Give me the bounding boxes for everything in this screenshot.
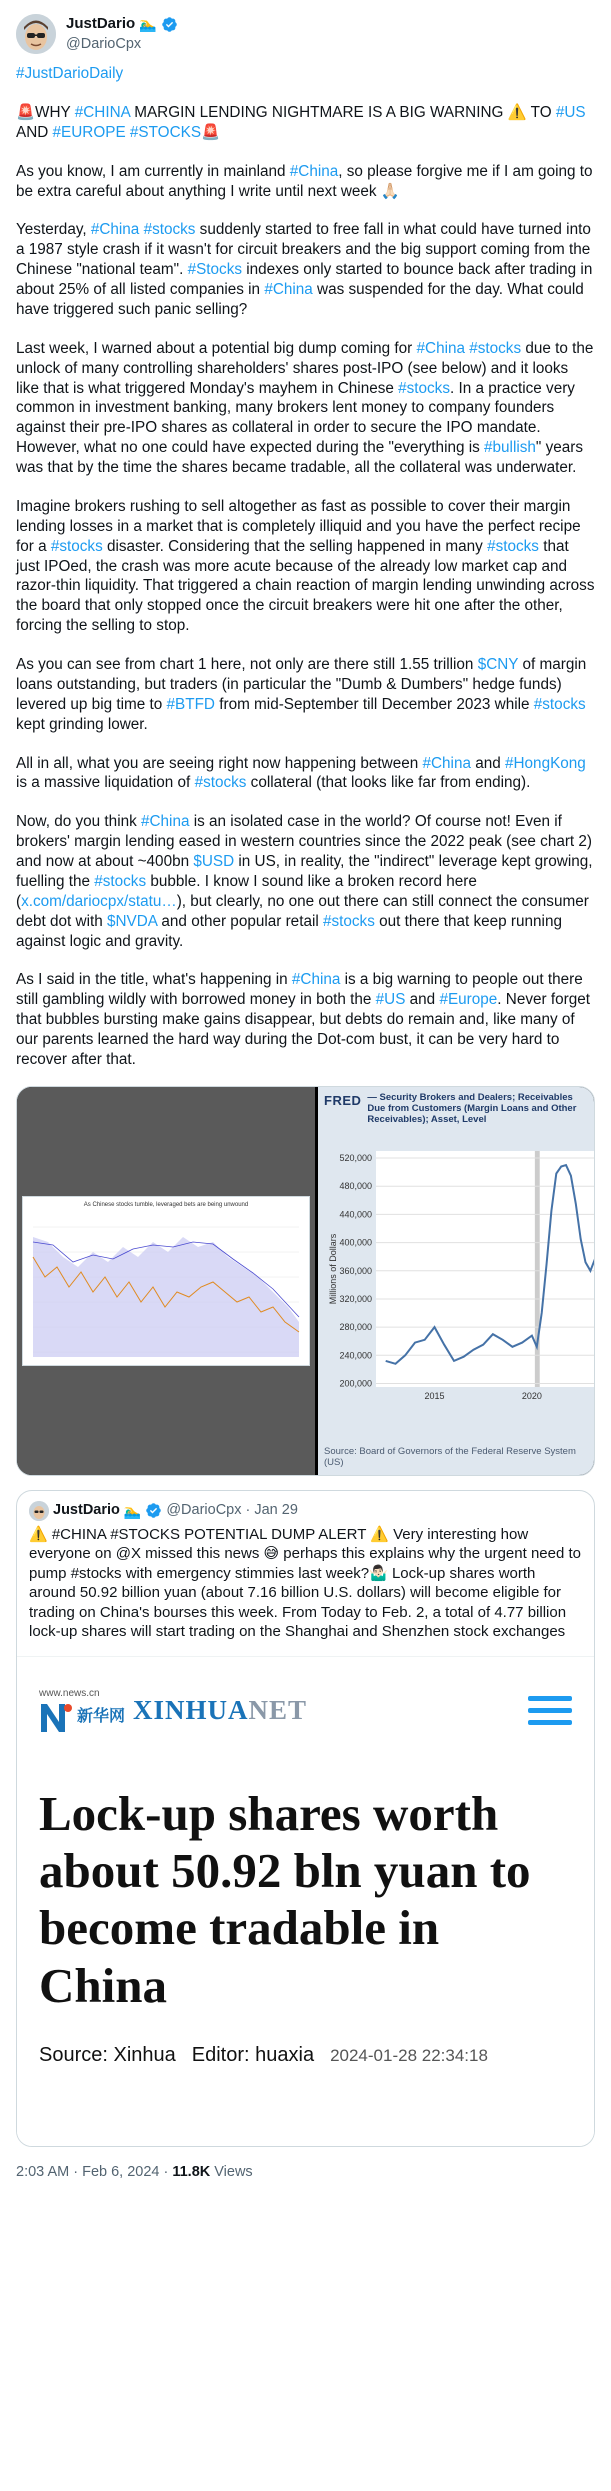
hashtag-link[interactable]: #Europe <box>439 991 498 1009</box>
x-tick-label: 2020 <box>521 1390 542 1401</box>
y-tick-label: 320,000 <box>339 1293 372 1304</box>
tweet-text-segment: Imagine brokers rushing to sell altogether as fast as possible to cover their margin lending losses in a market that is completely illiquid and you have the perfect recipe for a <box>16 497 581 555</box>
china-margin-chart-svg <box>23 1197 309 1365</box>
tweet-text-segment: due to the unlock of many controlling shareholders' shares post-IPO (see below) and it looks like that is what triggered Monday's mayhem in Chinese <box>16 339 594 397</box>
hashtag-link[interactable]: #stocks <box>323 912 375 930</box>
display-name-row <box>66 14 178 34</box>
hashtag-link[interactable]: #China <box>291 971 341 989</box>
tweet-paragraph <box>16 655 595 735</box>
y-tick-label: 400,000 <box>339 1237 372 1248</box>
hashtag-link[interactable]: #China <box>422 754 471 772</box>
tweet-header <box>16 12 595 56</box>
quoted-handle[interactable]: @DarioCpx <box>166 1502 242 1519</box>
x-tick-label: 2015 <box>424 1390 445 1401</box>
tweet-text <box>16 64 595 1070</box>
tweet-text-segment: Last week, I warned about a potential big dump coming for <box>16 339 417 357</box>
tweet-text-segment: As I said in the title, what's happening in <box>16 971 292 989</box>
tweet-text-segment: . In a practice very common in investment banking, many brokers lent money to company founders against their pre-IPO shares as collateral in order to secure the IPO mandate. However, what no one could have expected during the "everything is <box>16 379 575 457</box>
quoted-tweet-header <box>29 1501 582 1521</box>
hashtag-link[interactable]: #CHINA <box>74 103 130 121</box>
hashtag-link[interactable]: #BTFD <box>166 695 215 713</box>
tweet-text-segment: is a big warning to people out there still gambling wildly with borrowed money in both the <box>16 971 583 1009</box>
views-count: 11.8K <box>172 2163 211 2180</box>
article-timestamp: 2024-01-28 22:34:18 <box>330 2046 488 2066</box>
tweet-text-segment: AND <box>16 123 53 141</box>
quoted-display-name[interactable]: JustDario <box>53 1502 120 1519</box>
post-timestamp[interactable]: 2:03 AM · Feb 6, 2024 · <box>16 2163 169 2180</box>
article-headline: Lock-up shares worth about 50.92 bln yuan to become tradable in China <box>39 1785 531 2013</box>
y-tick-label: 240,000 <box>339 1350 372 1361</box>
tweet-paragraph <box>16 339 595 478</box>
tweet-paragraph <box>16 970 595 1069</box>
quoted-tweet-body <box>17 1491 594 1642</box>
siren-emoji: 🚨 <box>16 103 36 121</box>
quoted-tweet[interactable] <box>16 1490 595 2147</box>
y-tick-label: 360,000 <box>339 1265 372 1276</box>
tweet-text-segment: , so please forgive me if I am going to be extra careful about anything I write until next week 🙏🏻 <box>16 162 593 200</box>
tweet-paragraph <box>16 497 595 636</box>
tweet-text-segment: bubble. I know I sound like a broken record here ( <box>16 872 477 910</box>
hashtag-link[interactable]: $USD <box>193 853 235 870</box>
views-label: Views <box>214 2163 253 2180</box>
display-name[interactable]: JustDario <box>66 15 136 33</box>
xinhua-cn-name: 新华网 <box>77 1707 126 1725</box>
y-tick-label: 440,000 <box>339 1209 372 1220</box>
tweet-text-segment: . Never forget that bubbles bursting make gains disappear, but debts do remain and, like many of our parents learned the hard way during the Dot-com bust, it can be very hard to recover after that. <box>16 991 590 1068</box>
tweet-text-segment: Yesterday, <box>16 221 91 239</box>
hashtag-link[interactable]: #stocks <box>94 872 147 890</box>
tweet-text-segment: of margin loans outstanding, but traders (in particular the "Dumb & Dumbers" hedge funds) levered up big time to <box>16 656 587 713</box>
hashtag-link[interactable]: #stocks <box>487 537 539 555</box>
tweet-text-segment: " years was that by the time the shares became tradable, all the collateral was underwater. <box>16 439 583 476</box>
avatar[interactable] <box>16 14 56 54</box>
verified-badge-icon <box>161 16 178 33</box>
tweet-text-segment: and <box>405 991 440 1009</box>
tweet-text-segment: kept grinding lower. <box>16 715 148 733</box>
tweet-text-segment: As you know, I am currently in mainland <box>16 162 290 180</box>
article-source-row <box>39 2042 572 2068</box>
tweet-paragraph <box>16 103 595 143</box>
tweet-paragraph <box>16 812 595 951</box>
user-info <box>66 14 178 53</box>
xinhua-header <box>39 1681 572 1741</box>
quoted-date[interactable]: · Jan 29 <box>245 1502 298 1519</box>
quoted-swimmer-emoji: 🏊‍♂️ <box>123 1502 142 1519</box>
tweet-text-segment: out there that keep running against logic and gravity. <box>16 912 562 950</box>
media-image-2[interactable] <box>318 1087 594 1475</box>
hashtag-link[interactable]: #stocks <box>398 379 450 397</box>
tweet-text-segment: disaster. Considering that the selling happened in many <box>102 537 488 555</box>
user-handle[interactable]: @DarioCpx <box>66 35 142 52</box>
quoted-tweet-text: ⚠️ #CHINA #STOCKS POTENTIAL DUMP ALERT ⚠️ Very interesting how everyone on @X missed this news 😅 perhaps this explains why the urgent need to pump #stocks with emergency stimmies last week?🤷🏻‍♂️ Lock-up shares worth around 50.92 billion yuan (about 7.16 billion U.S. dollars) will become eligible for trading on China's bourses this week. From Today to Feb. 2, a total of 4.77 billion lock-up shares will start trading on the Shanghai and Shenzhen stock exchanges <box>29 1525 581 1641</box>
tweet-text-segment: is an isolated case in the world? Of course not! Even if brokers' margin lending eased in western countries since the 2022 peak (see chart 2) and now at about ~400bn <box>16 813 593 870</box>
y-tick-label: 520,000 <box>339 1152 372 1163</box>
hashtag-link[interactable]: #stocks <box>194 774 247 792</box>
url-link[interactable]: x.com/dariocpx/statu… <box>21 892 177 910</box>
tweet-text-segment: collateral (that looks like far from ending). <box>246 774 531 792</box>
tweet-text-segment: that just IPOed, the crash was more acute because of the already low market cap and razor-thin liquidity. That triggered a chain reaction of margin lending unwinding across the board that only stopped once the circuit breakers were hit one after the other, forcing the selling to stop. <box>16 537 595 635</box>
hashtag-link[interactable]: #US <box>375 991 406 1009</box>
hashtag-link[interactable]: #China <box>264 281 313 298</box>
tweet-text-segment: and <box>470 754 505 772</box>
hashtag-link[interactable]: #STOCKS <box>129 123 202 141</box>
y-axis-label: Millions of Dollars <box>328 1233 338 1305</box>
xinhuanet-brand: XINHUANET <box>133 1695 308 1726</box>
hashtag-link[interactable]: #stocks <box>469 339 522 357</box>
media-image-1[interactable] <box>17 1087 315 1475</box>
tweet-text-segment: in US, in reality, the "indirect" leverage kept growing, fuelling the <box>16 853 593 890</box>
quoted-verified-badge-icon <box>145 1502 162 1519</box>
tweet-text-segment: All in all, what you are seeing right now happening between <box>16 754 423 772</box>
hashtag-link[interactable]: #China <box>141 813 190 831</box>
hashtag-link[interactable]: #stocks <box>50 537 103 555</box>
tweet-paragraph <box>16 220 595 319</box>
hashtag-link[interactable]: $NVDA <box>107 912 158 930</box>
news-cn-url: www.news.cn <box>39 1688 100 1700</box>
fred-legend: — Security Brokers and Dealers; Receivables Due from Customers (Margin Loans and Other Receivables); Asset, Level <box>367 1091 577 1125</box>
fred-logo: FRED <box>324 1092 362 1108</box>
tweet-paragraph <box>16 754 595 794</box>
y-tick-label: 480,000 <box>339 1180 372 1191</box>
swimmer-emoji: 🏊‍♂️ <box>139 15 157 32</box>
tweet-text-segment: Now, do you think <box>16 813 141 831</box>
hashtag-link[interactable]: #JustDarioDaily <box>16 65 124 82</box>
hashtag-link[interactable]: #stocks <box>143 221 196 239</box>
xinhua-logo <box>39 1687 307 1734</box>
tweet-text-segment: from mid-September till December 2023 while <box>214 695 534 713</box>
tweet-text-segment: and other popular retail <box>157 912 323 930</box>
siren-emoji: 🚨 <box>201 123 221 141</box>
tweet-text-segment: As you can see from chart 1 here, not only are there still 1.55 trillion <box>16 656 478 673</box>
tweet-paragraph <box>16 64 595 84</box>
media-grid <box>16 1086 595 1476</box>
hashtag-link[interactable]: $CNY <box>477 656 519 673</box>
fred-source: Source: Board of Governors of the Federal Reserve System (US) <box>324 1445 576 1469</box>
fred-header <box>324 1093 588 1126</box>
hashtag-link[interactable]: #China <box>289 162 339 180</box>
tweet-text-segment: ), but clearly, no one out there can still connect the consumer debt dot with <box>16 892 589 930</box>
tweet-text-segment: MARGIN LENDING NIGHTMARE IS A BIG WARNING ⚠️ TO <box>129 103 556 121</box>
hashtag-link[interactable]: #US <box>555 103 586 121</box>
tweet-text-segment: WHY <box>35 103 75 121</box>
tweet-text-segment: is a massive liquidation of <box>16 774 195 792</box>
chart1-title: As Chinese stocks tumble, leveraged bets are being unwound <box>83 1201 249 1208</box>
y-tick-label: 200,000 <box>339 1378 372 1389</box>
tweet-paragraph <box>16 162 595 202</box>
quoted-avatar[interactable] <box>29 1501 49 1521</box>
china-margin-chart <box>22 1196 310 1366</box>
fred-chart-svg <box>324 1137 595 1467</box>
menu-hamburger-icon[interactable] <box>528 1696 572 1725</box>
news-n-logo-icon <box>39 1700 73 1734</box>
hashtag-link[interactable]: #China <box>416 339 465 357</box>
tweet-footer <box>16 2163 595 2182</box>
hashtag-link[interactable]: #EUROPE <box>52 123 126 141</box>
article-editor: Editor: huaxia <box>191 2044 315 2067</box>
hashtag-link[interactable]: #Stocks <box>187 261 242 279</box>
y-tick-label: 280,000 <box>339 1321 372 1332</box>
hashtag-link[interactable]: #stocks <box>533 695 586 713</box>
quoted-tweet-image[interactable] <box>17 1656 594 2146</box>
hashtag-link[interactable]: #China <box>90 221 140 239</box>
tweet-text-segment: was suspended for the day. What could have triggered such panic selling? <box>16 281 584 318</box>
tweet-text-segment: suddenly started to free fall in what could have turned into a 1987 style crash if it wasn't for circuit breakers and the big support coming from the Chinese "national team". <box>16 221 591 279</box>
article-source: Source: Xinhua <box>39 2044 176 2067</box>
hashtag-link[interactable]: #bullish <box>484 439 536 457</box>
hashtag-link[interactable]: #HongKong <box>505 754 586 772</box>
tweet-text-segment: indexes only started to bounce back after trading in about 25% of all listed companies in <box>16 261 593 298</box>
